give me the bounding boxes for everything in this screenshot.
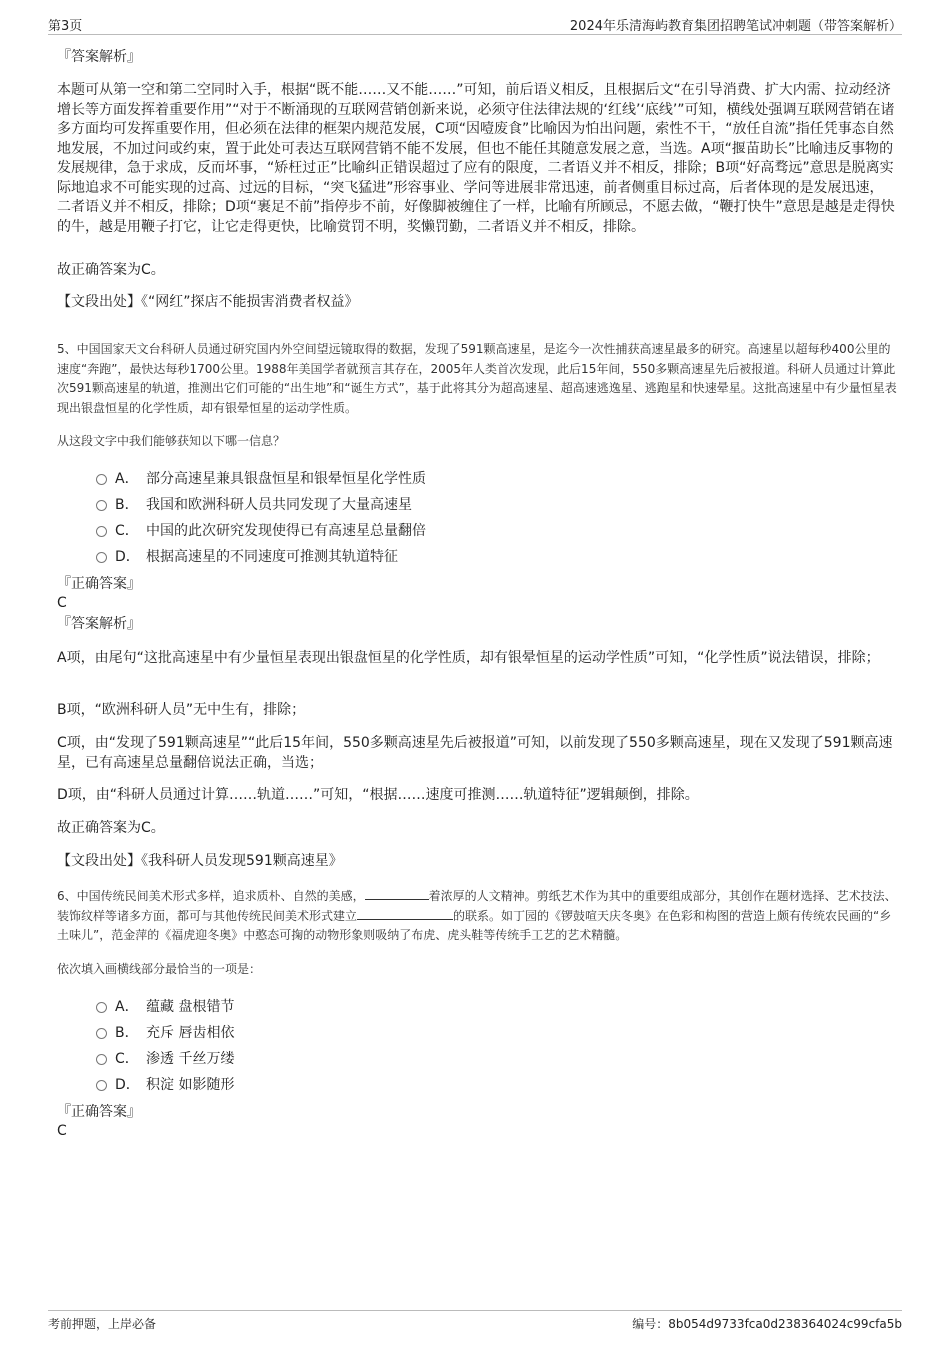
radio-button[interactable] <box>96 1080 107 1091</box>
radio-button[interactable] <box>96 552 107 563</box>
q5-option-c[interactable]: C． 中国的此次研究发现使得已有高速星总量翻倍 <box>96 520 876 546</box>
q5-analysis-c: C项，由“发现了591颗高速星”“此后15年间，550多颗高速星先后被报道”可知，以前发现了550多颗高速星，现在又发现了591颗高速星，已有高速星总量翻倍说法正确，当选； <box>57 735 893 771</box>
q5-analysis-a: A项，由尾句“这批高速星中有少量恒星表现出银盘恒星的化学性质，却有银晕恒星的运动学性质”可知，“化学性质”说法错误，排除； <box>57 650 880 666</box>
radio-button[interactable] <box>96 500 107 511</box>
page-number: 第3页 <box>48 19 83 34</box>
q4-source: 【文段出处】《“网红”探店不能损害消费者权益》 <box>57 294 359 310</box>
q5-analysis-d: D项，由“科研人员通过计算……轨道……”可知，“根据……速度可推测……轨道特征”逻辑颠倒，排除。 <box>57 787 699 803</box>
q6-option-d[interactable]: D． 积淀 如影随形 <box>96 1074 876 1100</box>
q5-stem: 5、中国国家天文台科研人员通过研究国内外空间望远镜取得的数据，发现了591颗高速星，是迄今一次性捕获高速星最多的研究。高速星以超每秒400公里的速度“奔跑”，最快达每秒1700公里。1988年美国学者就预言其存在，2005年人类首次发现，此后15年间，550多颗高速星先后被报道。科研人员通过计算此次591颗高速星的轨道，推测出它们可能的“出生地”和“诞生方式”，基于此将其分为超高速星、超高速逃逸星、逃跑星和快速晕星。这批高速星中有少量恒星表现出银盘恒星的化学性质，却有银晕恒星的运动学性质。 <box>57 342 897 415</box>
q5-question: 从这段文字中我们能够获知以下哪一信息？ <box>57 434 286 448</box>
q5-analysis-b: B项，“欧洲科研人员”无中生有，排除； <box>57 702 306 718</box>
q6-stem: 6、中国传统民间美术形式多样，追求质朴、自然的美感， 着浓厚的人文精神。剪纸艺术作为其中的重要组成部分，其创作在题材选择、艺术技法、装饰纹样等诸多方面，都可与其他传统民间美术形式建立 的联系。如丁园的《锣鼓喧天庆冬奥》在色彩和构图的营造上颇有传统农民画的“乡土味儿”，范金萍的《福虎迎冬奥》中憨态可掬的动物形象则吸纳了布虎、虎头鞋等传统手工艺的艺术精髓。 <box>57 889 897 942</box>
q6-question: 依次填入画横线部分最恰当的一项是： <box>57 962 262 976</box>
fill-blank-2 <box>357 907 453 920</box>
page-header <box>48 14 902 35</box>
radio-button[interactable] <box>96 526 107 537</box>
q5-conclusion: 故正确答案为C。 <box>57 820 165 836</box>
q5-option-d[interactable]: D． 根据高速星的不同速度可推测其轨道特征 <box>96 546 876 572</box>
page-footer <box>48 1310 902 1335</box>
q6-options <box>96 996 876 1100</box>
document-title: 2024年乐清海屿教育集团招聘笔试冲刺题（带答案解析） <box>569 19 902 34</box>
document-code: 编号：8b054d9733fca0d238364024c99cfa5b <box>632 1317 902 1331</box>
q4-analysis-text: 本题可从第一空和第二空同时入手，根据“既不能……又不能……”可知，前后语义相反，且根据后文“在引导消费、扩大内需、拉动经济增长等方面发挥着重要作用”“对于不断涌现的互联网营销创新来说，必须守住法律法规的‘红线’‘底线’”可知，横线处强调互联网营销在诸多方面均可发挥重要作用，但必须在法律的框架内规范发展，C项“因噎废食”比喻因为怕出问题，索性不干，“放任自流”指任凭事态自然地发展，不加过问或约束，置于此处可表达互联网营销不能不发展，但也不能任其随意发展之意，当选。A项“揠苗助长”比喻违反事物的发展规律，急于求成，反而坏事，“矫枉过正”比喻纠正错误超过了应有的限度，二者语义并不相反，排除；B项“好高骛远”意思是脱离实际地追求不可能实现的过高、过远的目标，“突飞猛进”形容事业、学问等进展非常迅速，前者侧重目标过高，后者体现的是发展迅速，二者语义并不相反，排除；D项“裹足不前”指停步不前，好像脚被缠住了一样，比喻有所顾忌，不愿去做，“鞭打快牛”意思是越是走得快的牛，越是用鞭子打它，让它走得更快，比喻赏罚不明，奖懒罚勤，二者语义并不相反，排除。 <box>57 82 895 235</box>
q5-source: 【文段出处】《我科研人员发现591颗高速星》 <box>57 853 343 869</box>
q5-option-b[interactable]: B． 我国和欧洲科研人员共同发现了大量高速星 <box>96 494 876 520</box>
q6-option-a[interactable]: A． 蕴藏 盘根错节 <box>96 996 876 1022</box>
fill-blank-1 <box>365 887 429 900</box>
radio-button[interactable] <box>96 474 107 485</box>
q5-option-a[interactable]: A． 部分高速星兼具银盘恒星和银晕恒星化学性质 <box>96 468 876 494</box>
q5-options <box>96 468 876 572</box>
q6-answer-label: 『正确答案』 <box>57 1104 141 1120</box>
q6-option-c[interactable]: C． 渗透 千丝万缕 <box>96 1048 876 1074</box>
q6-option-b[interactable]: B． 充斥 唇齿相依 <box>96 1022 876 1048</box>
q5-answer-label: 『正确答案』 <box>57 576 141 592</box>
q5-answer: C <box>57 595 67 611</box>
radio-button[interactable] <box>96 1054 107 1065</box>
q5-analysis-label: 『答案解析』 <box>57 616 141 632</box>
radio-button[interactable] <box>96 1028 107 1039</box>
q4-analysis-label: 『答案解析』 <box>57 49 141 65</box>
q4-conclusion: 故正确答案为C。 <box>57 262 165 278</box>
radio-button[interactable] <box>96 1002 107 1013</box>
footer-slogan: 考前押题，上岸必备 <box>48 1317 157 1331</box>
q6-answer: C <box>57 1123 67 1139</box>
